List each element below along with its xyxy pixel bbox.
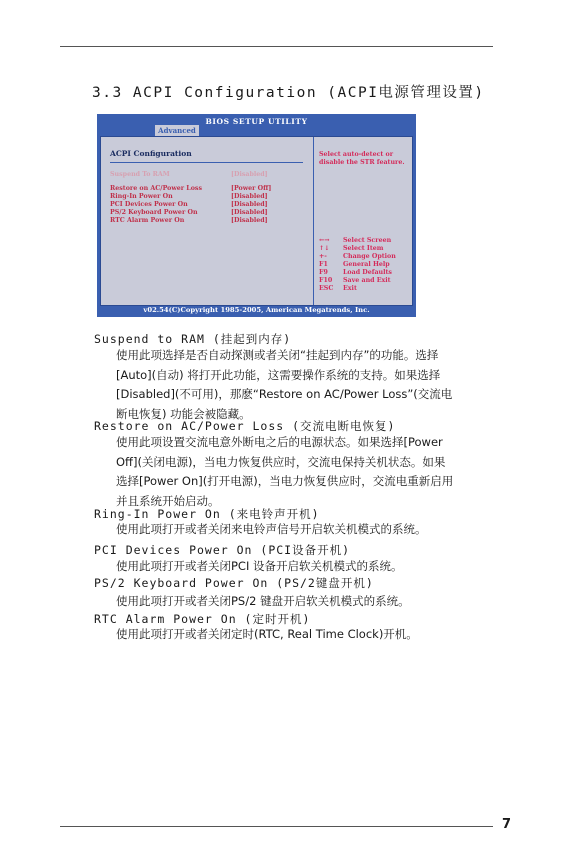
key-row-select-screen [319,237,391,244]
key-row-save-exit [319,277,391,284]
desc-line: 使用此项设置交流电意外断电之后的电源状态。如果选择[Power [116,435,443,449]
key-row-select-item [319,245,383,252]
bios-value-suspend-to-ram[interactable]: [Disabled] [231,171,268,178]
entry-term-pci-devices-power-on: PCI Devices Power On (PCI设备开机) [94,543,351,557]
entry-term-ps2-keyboard-power-on: PS/2 Keyboard Power On (PS/2键盘开机) [94,576,374,590]
key-label: F1 [319,261,328,268]
desc-line: [Auto](自动) 将打开此功能，这需要操作系统的支持。如果选择 [116,367,441,382]
section-title: 3.3 ACPI Configuration (ACPI电源管理设置) [92,85,485,101]
tab-advanced[interactable]: Advanced [155,125,199,136]
key-label: F9 [319,269,328,276]
desc-line: 使用此项打开或者关闭定时(RTC, Real Time Clock)开机。 [116,627,418,641]
bios-item-suspend-to-ram[interactable]: Suspend To RAM [110,171,170,178]
desc-line: 选择[Power On](打开电源)，当电力恢复供应时，交流电重新启用 [116,474,454,488]
bios-item-ring-in-power-on[interactable]: Ring-In Power On [110,193,173,200]
bios-value-rtc-alarm-power-on[interactable]: [Disabled] [231,217,268,224]
entry-desc-ps2-keyboard-power-on [116,592,499,612]
bios-screenshot [97,114,416,317]
key-label: ↑↓ [319,245,330,252]
bios-value-ring-in-power-on[interactable]: [Disabled] [231,193,268,200]
bios-footer: v02.54(C)Copyright 1985-2005, American Megatrends, Inc. [143,306,370,314]
desc-line: 使用此项打开或者关闭PS/2 键盘开启软关机模式的系统。 [116,594,410,608]
entry-desc-suspend-to-ram [116,346,499,424]
desc-line: Off](关闭电源)，当电力恢复供应时，交流电保持关机状态。如果 [116,454,446,469]
entry-term-suspend-to-ram: Suspend to RAM (挂起到内存) [94,332,292,346]
bios-item-rtc-alarm-power-on[interactable]: RTC Alarm Power On [110,217,185,224]
desc-line: 断电恢复) 功能会被隐藏。 [116,406,251,421]
entry-desc-rtc-alarm-power-on [116,625,499,645]
desc-line: 使用此项打开或者关闭来电铃声信号开启软关机模式的系统。 [116,522,427,536]
bios-value-pci-devices-power-on[interactable]: [Disabled] [231,201,268,208]
key-action: Save and Exit [343,277,391,284]
key-label: +- [319,253,327,260]
key-row-change-option [319,253,396,260]
entry-term-rtc-alarm-power-on: RTC Alarm Power On (定时开机) [94,612,311,626]
key-row-general-help [319,261,390,268]
entry-desc-restore-ac-power-loss [116,433,499,511]
key-action: General Help [343,261,390,268]
bios-value-restore-ac-power-loss[interactable]: [Power Off] [231,185,272,192]
key-action: Select Screen [343,237,392,244]
entry-term-restore-ac-power-loss: Restore on AC/Power Loss (交流电断电恢复) [94,419,396,433]
key-row-load-defaults [319,269,392,276]
key-label: F10 [319,277,333,284]
bios-heading: ACPI Configuration [110,149,192,158]
entry-desc-ring-in-power-on [116,520,499,540]
top-rule [60,46,493,47]
key-action: Select Item [343,245,384,252]
key-label: ESC [319,285,334,292]
page-number: 7 [502,817,512,832]
bios-body [100,136,413,306]
entry-desc-pci-devices-power-on [116,557,499,577]
desc-line: 使用此项打开或者关闭PCI 设备开启软关机模式的系统。 [116,559,403,573]
bios-help-text: Select auto-detect or disable the STR feature. [319,151,405,166]
desc-line: 使用此项选择是否自动探测或者关闭“挂起到内存”的功能。选择 [116,348,439,362]
entry-term-ring-in-power-on: Ring-In Power On (来电铃声开机) [94,507,320,521]
key-action: Load Defaults [343,269,392,276]
bottom-rule [60,826,493,827]
bios-item-restore-ac-power-loss[interactable]: Restore on AC/Power Loss [110,185,202,192]
desc-line: 并且系统开始启动。 [116,493,220,508]
key-action: Exit [343,285,357,292]
bios-heading-rule [110,162,303,163]
bios-value-ps2-keyboard-power-on[interactable]: [Disabled] [231,209,268,216]
key-action: Change Option [343,253,396,260]
desc-line: [Disabled](不可用)，那麽“Restore on AC/Power Loss”(交流电 [116,387,453,401]
key-label: ←→ [319,237,330,244]
bios-item-pci-devices-power-on[interactable]: PCI Devices Power On [110,201,188,208]
bios-item-ps2-keyboard-power-on[interactable]: PS/2 Keyboard Power On [110,209,198,216]
key-row-exit [319,285,357,292]
bios-title: BIOS SETUP UTILITY [205,117,308,126]
bios-divider [313,137,314,305]
